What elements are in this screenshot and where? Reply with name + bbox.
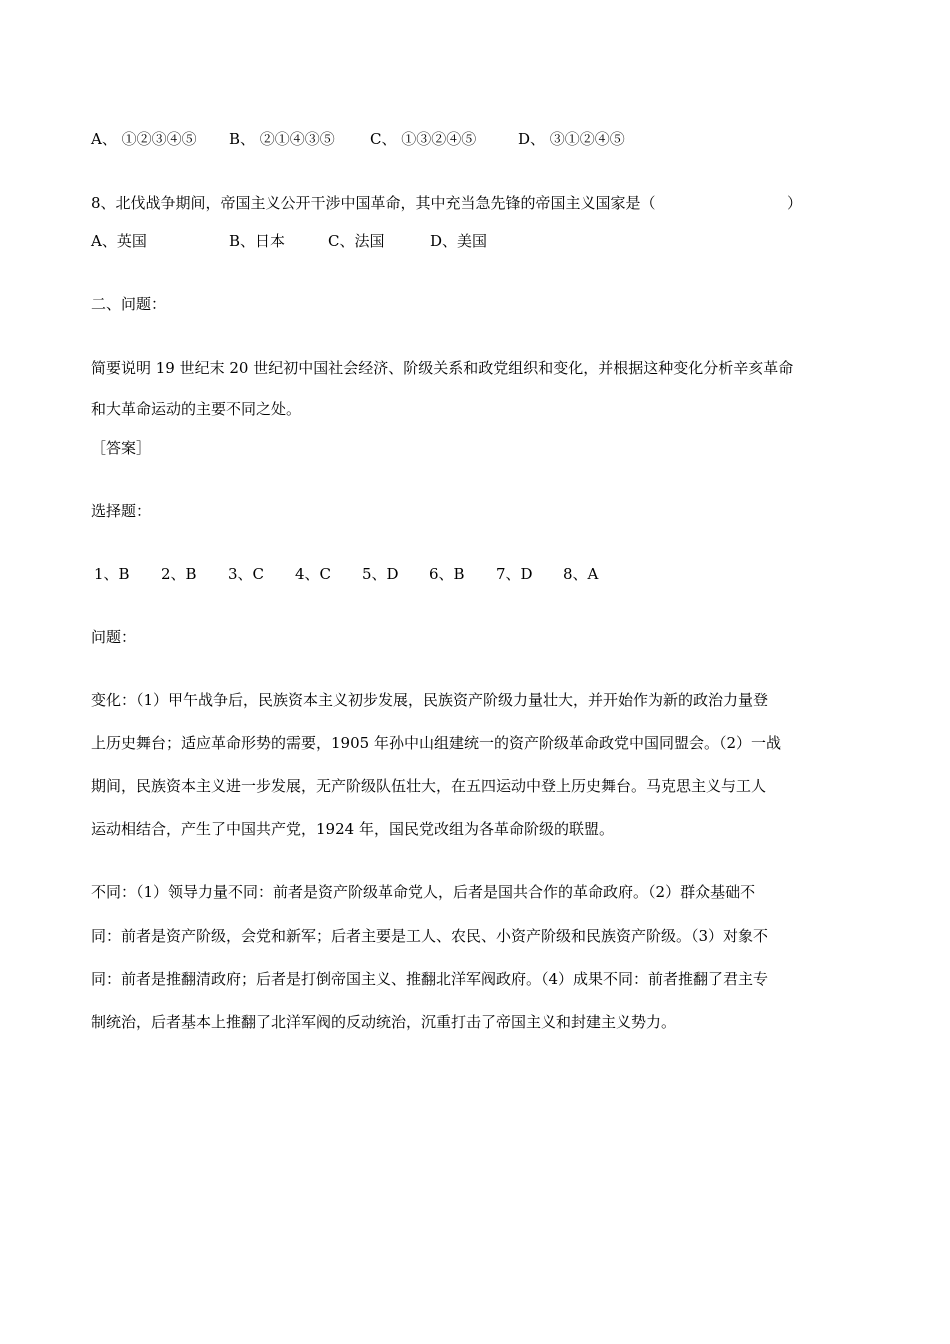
q8-stem: 8、北伐战争期间，帝国主义公开干涉中国革命，其中充当急先锋的帝国主义国家是（ <box>91 194 656 212</box>
q8-option-a: A、英国 <box>91 232 147 250</box>
answer-heading: ［答案］ <box>91 439 152 457</box>
change-line: 变化：（1）甲午战争后，民族资本主义初步发展，民族资产阶级力量壮大，并开始作为新的政治力量登 <box>91 691 769 709</box>
q7-option-a: A、 ①②③④⑤ <box>91 130 197 148</box>
choice-answer: 1、B <box>94 565 130 583</box>
change-line: 上历史舞台；适应革命形势的需要，1905 年孙中山组建统一的资产阶级革命政党中国同盟会。（2）一战 <box>91 734 781 752</box>
q7-option-c: C、 ①③②④⑤ <box>370 130 477 148</box>
difference-line: 不同：（1）领导力量不同：前者是资产阶级革命党人，后者是国共合作的革命政府。（2）群众基础不 <box>91 883 756 901</box>
question-line: 和大革命运动的主要不同之处。 <box>91 400 302 418</box>
choice-answer: 3、C <box>228 565 265 583</box>
difference-line: 制统治，后者基本上推翻了北洋军阀的反动统治，沉重打击了帝国主义和封建主义势力。 <box>91 1013 677 1031</box>
choice-heading: 选择题： <box>91 502 152 520</box>
choice-answer: 2、B <box>161 565 197 583</box>
choice-answer: 4、C <box>295 565 332 583</box>
q7-option-b: B、 ②①④③⑤ <box>229 130 335 148</box>
difference-line: 同：前者是推翻清政府；后者是打倒帝国主义、推翻北洋军阀政府。（4）成果不同：前者推翻了君主专 <box>91 970 769 988</box>
problem-heading: 问题： <box>91 628 137 646</box>
difference-line: 同：前者是资产阶级，会党和新军；后者主要是工人、农民、小资产阶级和民族资产阶级。（3）对象不 <box>91 927 769 945</box>
q8-option-c: C、法国 <box>328 232 385 250</box>
section-2-heading: 二、问题： <box>91 295 167 313</box>
choice-answer: 6、B <box>429 565 465 583</box>
change-line: 期间，民族资本主义进一步发展，无产阶级队伍壮大，在五四运动中登上历史舞台。马克思主义与工人 <box>91 777 767 795</box>
q8-option-b: B、日本 <box>229 232 286 250</box>
change-line: 运动相结合，产生了中国共产党，1924 年，国民党改组为各革命阶级的联盟。 <box>91 820 614 838</box>
choice-answer: 5、D <box>362 565 399 583</box>
q7-option-d: D、 ③①②④⑤ <box>518 130 625 148</box>
q8-option-d: D、美国 <box>430 232 488 250</box>
choice-answer: 7、D <box>496 565 533 583</box>
choice-answer: 8、A <box>563 565 599 583</box>
q8-close-paren: ） <box>787 194 803 212</box>
question-line: 简要说明 19 世纪末 20 世纪初中国社会经济、阶级关系和政党组织和变化，并根据这种变化分析辛亥革命 <box>91 359 794 377</box>
